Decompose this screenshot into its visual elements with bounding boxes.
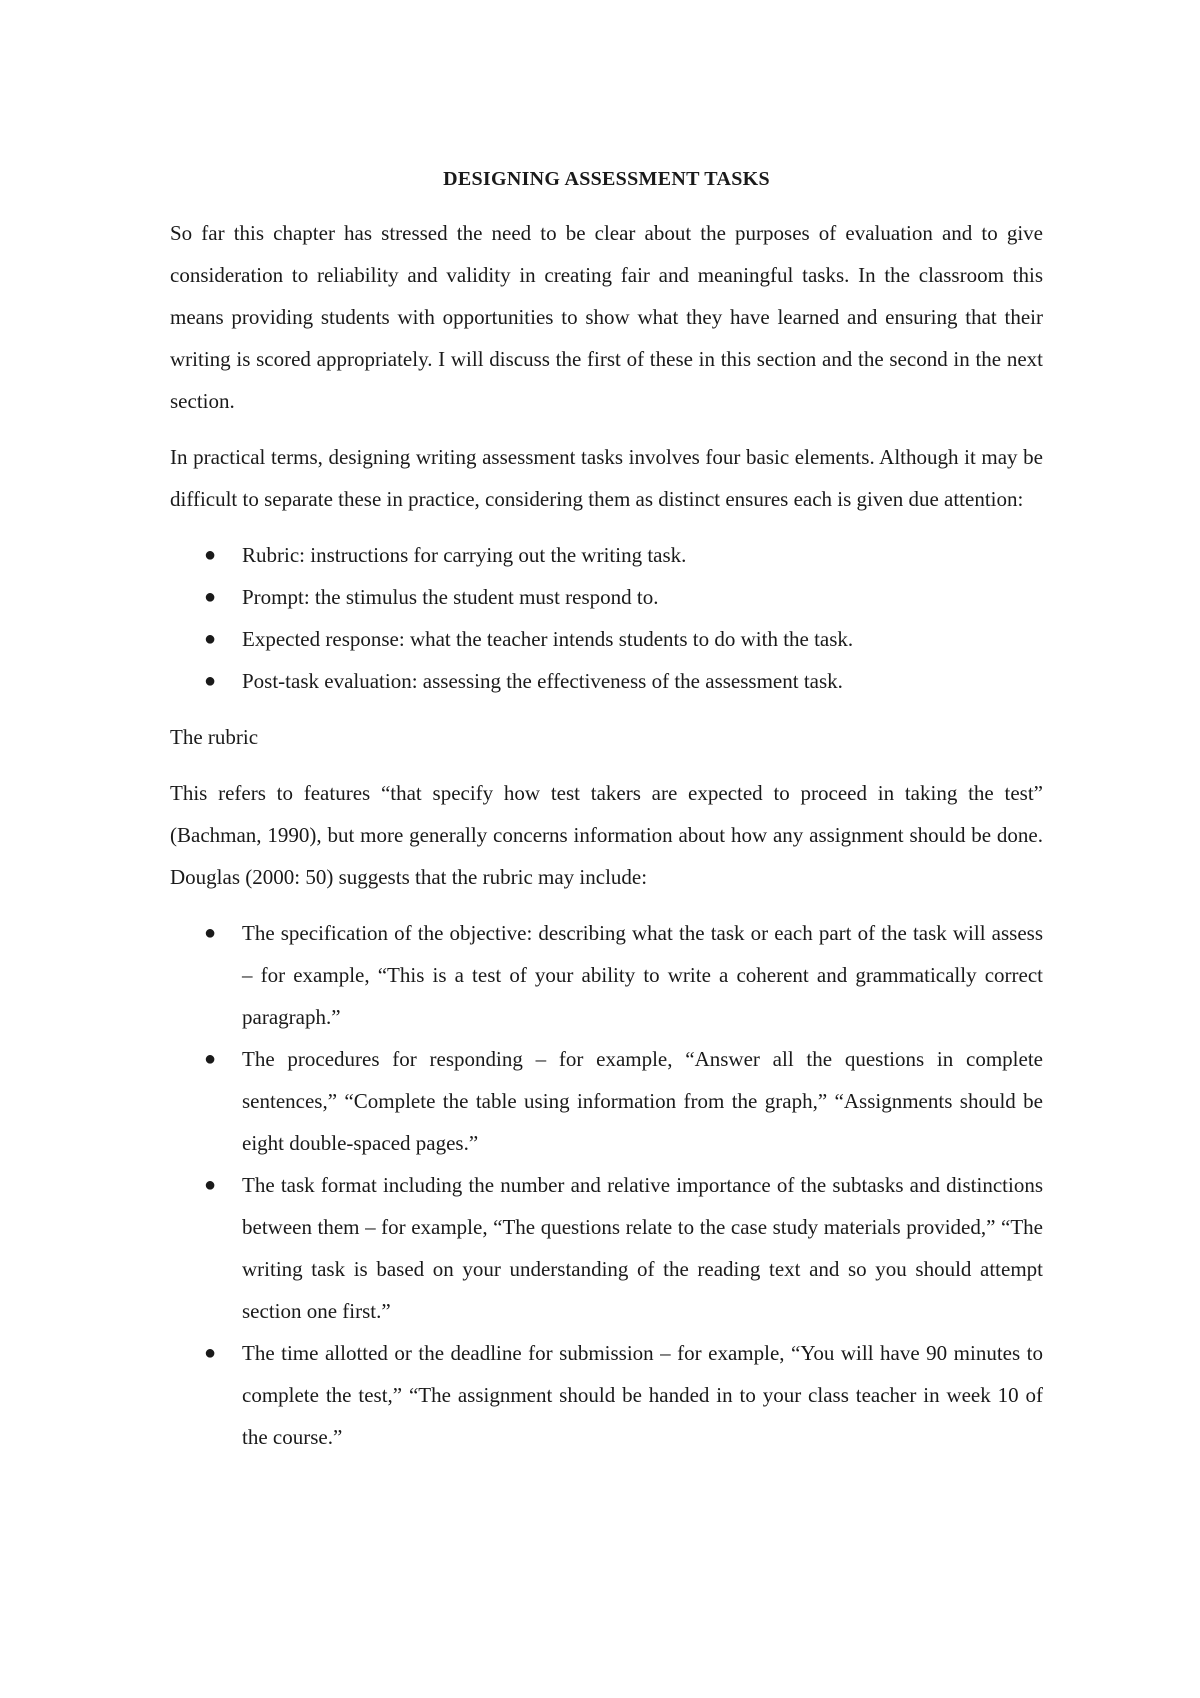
list-item	[170, 1332, 1043, 1458]
rubric-paragraph: This refers to features “that specify how test takers are expected to proceed in taking the test” (Bachman, 1990), but more generally concerns information about how any assignment should be done. Douglas (2000: 50) suggests that the rubric may include:	[170, 781, 1043, 889]
bullet-icon: ●	[204, 544, 217, 566]
bullet-icon: ●	[204, 1342, 217, 1364]
document-title: DESIGNING ASSESSMENT TASKS	[443, 168, 770, 190]
rubric-heading: The rubric	[170, 725, 259, 749]
bullet-icon: ●	[204, 586, 217, 608]
rubric-list	[170, 912, 1043, 1458]
list-item-text: The specification of the objective: describing what the task or each part of the task will assess – for example, “This is a test of your ability to write a coherent and grammatically correct paragraph.”	[242, 921, 1043, 1029]
elements-list	[170, 534, 1043, 702]
list-item	[170, 1164, 1043, 1332]
list-item	[170, 576, 1043, 618]
document-page	[170, 140, 1043, 1472]
list-item-text: Expected response: what the teacher intends students to do with the task.	[242, 627, 854, 651]
list-item	[170, 1038, 1043, 1164]
list-item	[170, 618, 1043, 660]
bullet-icon: ●	[204, 670, 217, 692]
list-item-text: Post-task evaluation: assessing the effectiveness of the assessment task.	[242, 669, 843, 693]
intro-paragraph: So far this chapter has stressed the need to be clear about the purposes of evaluation and to give consideration to reliability and validity in creating fair and meaningful tasks. In the classroom this means providing students with opportunities to show what they have learned and ensuring that their writing is scored appropriately. I will discuss the first of these in this section and the second in the next section.	[170, 221, 1043, 413]
list-item	[170, 660, 1043, 702]
list-item	[170, 534, 1043, 576]
list-item-text: Rubric: instructions for carrying out the writing task.	[242, 543, 687, 567]
elements-paragraph: In practical terms, designing writing assessment tasks involves four basic elements. Although it may be difficult to separate these in practice, considering them as distinct ensures each is given due attention:	[170, 445, 1043, 511]
list-item-text: The time allotted or the deadline for submission – for example, “You will have 90 minutes to complete the test,” “The assignment should be handed in to your class teacher in week 10 of the course.”	[242, 1341, 1043, 1449]
list-item-text: The procedures for responding – for example, “Answer all the questions in complete sentences,” “Complete the table using information from the graph,” “Assignments should be eight double-spaced pages.”	[242, 1047, 1043, 1155]
bullet-icon: ●	[204, 922, 217, 944]
list-item-text: Prompt: the stimulus the student must respond to.	[242, 585, 659, 609]
list-item-text: The task format including the number and relative importance of the subtasks and distinctions between them – for example, “The questions relate to the case study materials provided,” “The writing task is based on your understanding of the reading text and so you should attempt section one first.”	[242, 1173, 1043, 1323]
list-item	[170, 912, 1043, 1038]
bullet-icon: ●	[204, 628, 217, 650]
bullet-icon: ●	[204, 1048, 217, 1070]
bullet-icon: ●	[204, 1174, 217, 1196]
